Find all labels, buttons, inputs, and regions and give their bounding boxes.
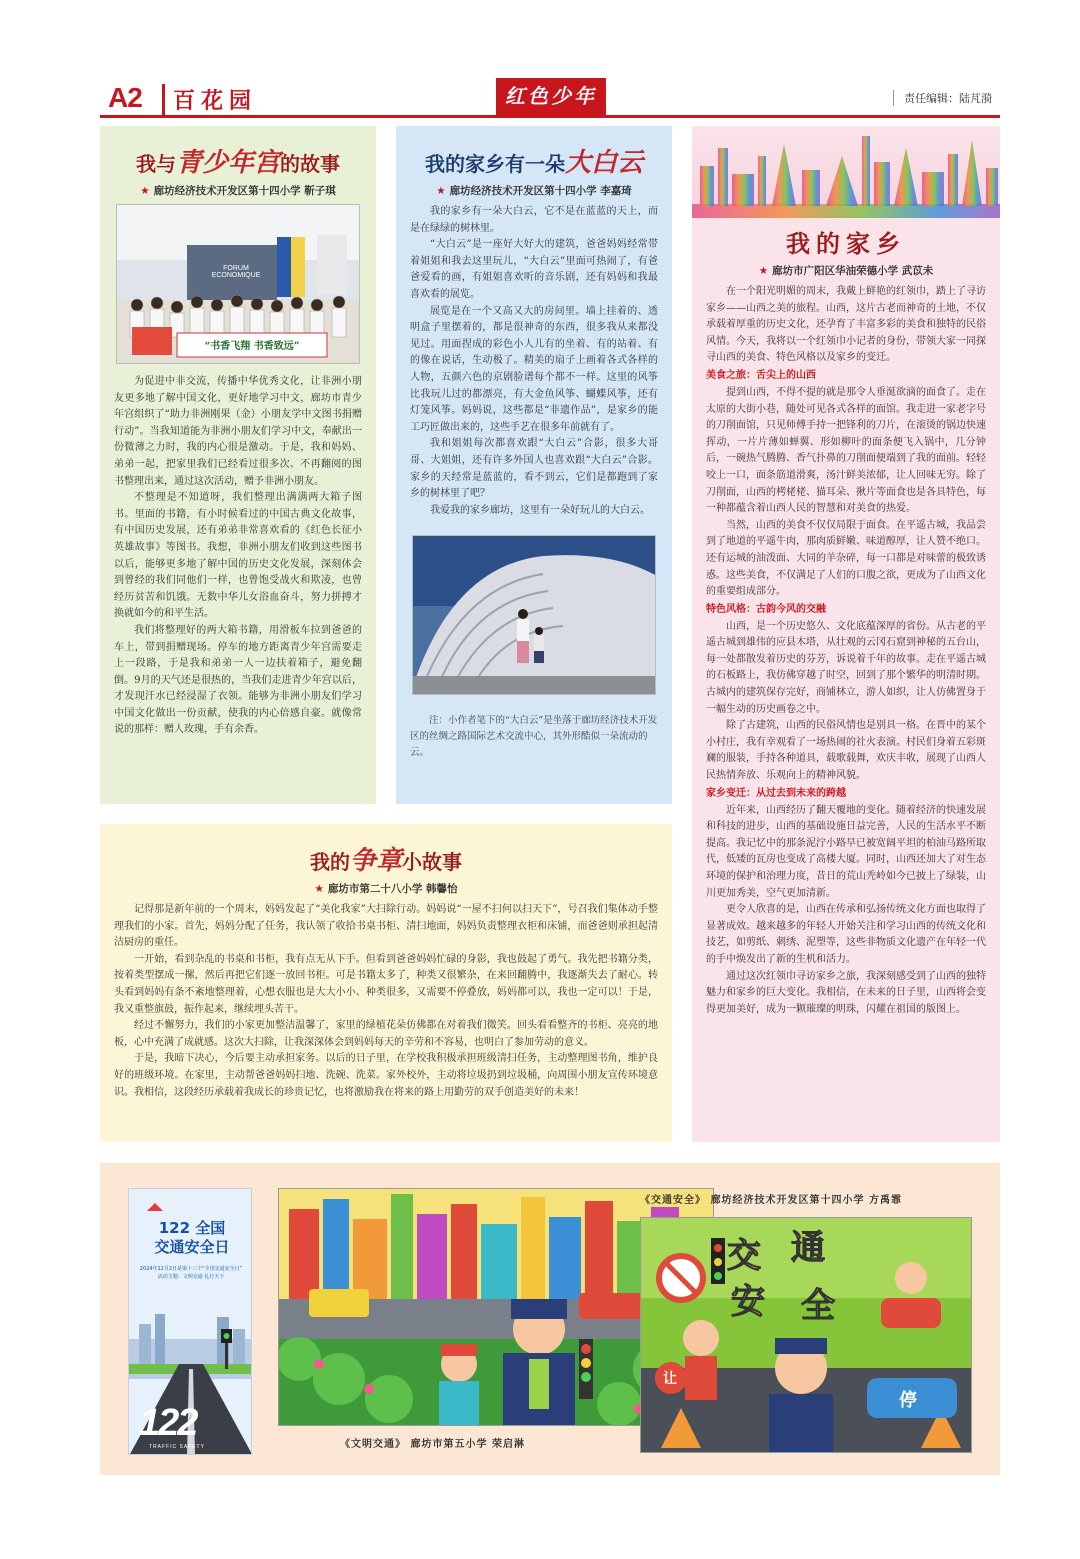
article-title (114, 142, 362, 179)
poster-title-line: 交通安全日 (154, 1238, 230, 1256)
paragraph: 近年来，山西经历了翻天覆地的变化。随着经济的快速发展和科技的进步，山西的基础设施日益完善，人民的生活水平不断提高。我记忆中的那条泥泞小路早已被宽阔平坦的柏油马路所取代，低矮的瓦房也变成了高楼大厦。同时，山西还加大了对生态环境的保护和治理力度，昔日的荒山秃岭如今已披上了绿装，山川更加秀美，空气更加清新。 (706, 804, 986, 899)
paragraph: 当然，山西的美食不仅仅局限于面食。在平遥古城，我品尝到了地道的平遥牛肉，那肉质鲜嫩、味道醇厚，让人赞不绝口。还有运城的油泼面、大同的羊杂碎，每一口都是对味蕾的极致诱惑。这些美食，不仅满足了人们的口腹之欲，更成为了山西文化的重要组成部分。 (706, 519, 986, 598)
skyline-illustration (692, 126, 1000, 218)
star-icon: ★ (140, 185, 150, 197)
drawing-word-tong: 通 (791, 1228, 825, 1268)
paragraph: 记得那是新年前的一个周末，妈妈发起了“美化我家”大扫除行动。妈妈说“一屋不扫何以扫天下”，号召我们集体动手整理我们的小家。首先，妈妈分配了任务，我认领了收拾书桌书柜、清扫地面，妈妈负责整理衣柜和床铺，而爸爸则承担起清洁厨房的重任。 (114, 904, 658, 949)
photo-caption: 注：小作者笔下的“大白云”是坐落于廊坊经济技术开发区的丝绸之路国际艺术交流中心，其外形酷似一朵流动的云。 (410, 715, 658, 759)
drawing-word-ting: 停 (899, 1390, 917, 1411)
article-body (410, 204, 658, 519)
paragraph: 为促进中非交流，传播中华优秀文化，让非洲小朋友更多地了解中国文化，更好地学习中文，廊坊市青少年宫组织了“助力非洲刚果（金）小朋友学中文图书捐赠行动”。当我知道能为非洲小朋友们学习中文，奉献出一份微薄之力时，我的内心很是激动。于是，我和妈妈、弟弟一起，把家里我们已经看过很多次、不再翻阅的图书整理出来，通过这次活动，赠予非洲小朋友。 (114, 376, 362, 487)
page-number: A2 (108, 82, 142, 113)
section-heading: 家乡变迁：从过去到未来的跨越 (706, 787, 846, 799)
article-badge-story (100, 824, 672, 1142)
masthead-logo: 红色少年 (496, 78, 606, 115)
drawing-word-an: 安 (731, 1282, 765, 1322)
drawing-word-jiao: 交 (727, 1236, 761, 1276)
paragraph: 我们将整理好的两大箱书籍，用滑板车拉到爸爸的车上，带到捐赠现场。停车的地方距离青少年宫需要走上一段路，于是我和弟弟一人一边扶着箱子，避免翻倒。9月的天气还是很热的，当我们走进青少年宫以后，才发现汗水已经浸湿了衣领。能够为非洲小朋友们学习中国文化做出一份贡献，使我的内心倍感自豪。就像常说的那样：赠人玫瑰，手有余香。 (114, 624, 362, 736)
poster-subtext-line: 2024年12月2日是第十三个“全国交通安全日” (139, 1266, 243, 1272)
poster-english: TRAFFIC SAFETY (149, 1444, 205, 1450)
title-part: 我的家乡有一朵 (424, 152, 565, 176)
byline-text: 廊坊经济技术开发区第十四小学 靳子琪 (153, 185, 336, 197)
paragraph: 山西，是一个历史悠久、文化底蕴深厚的省份。从古老的平遥古城到雄伟的应县木塔，从壮观的云冈石窟到神秘的五台山，每一处都散发着历史的芬芳，诉说着千年的故事。走在平遥古城的石板路上，我仿佛穿越了时空，回到了那个繁华的明清时期。古城内的建筑保存完好，商铺林立，游人如织，让人仿佛置身于一幅生动的历史画卷之中。 (706, 620, 986, 715)
paragraph: 我和姐姐每次都喜欢跟“大白云”合影，很多大哥哥、大姐姐，还有许多外国人也喜欢跟“大白云”合影。家乡的天经常是蓝蓝的，看不到云，它们是都跑到了家乡的树林里了吧？ (410, 438, 658, 500)
traffic-safety-poster (128, 1188, 252, 1455)
art-gallery (100, 1163, 1000, 1475)
poster-title-line: 122 全国 (158, 1219, 226, 1237)
star-icon: ★ (314, 883, 324, 895)
skyline-banner (692, 126, 1000, 218)
title-emphasis: 青少年宫 (175, 148, 280, 178)
paragraph: 我的家乡有一朵大白云，它不是在蓝蓝的天上，而是在绿绿的树林里。 (410, 206, 658, 234)
drawing-word-quan: 全 (801, 1286, 835, 1326)
paragraph: 我爱我的家乡廊坊，这里有一朵好玩儿的大白云。 (430, 504, 650, 516)
byline (706, 263, 986, 278)
banner-slogan: “书香飞翔 书香致远” (204, 341, 300, 352)
byline (114, 881, 658, 896)
paragraph: 提到山西，不得不提的就是那令人垂涎欲滴的面食了。走在太原的大街小巷，随处可见各式各样的面馆。我走进一家老字号的刀削面馆，只见师傅手持一把锋利的刀片，在滚烫的锅边快速挥动，一片片薄如蝉翼、形如柳叶的面条便飞入锅中，几分钟后，一碗热气腾腾、香气扑鼻的刀削面便端到了我的面前。轻轻咬上一口，面条筋道滑爽，汤汁鲜美浓郁，让人回味无穷。除了刀削面，山西的栲栳栳、猫耳朵、揪片等面食也是各具特色，每一种都蕴含着山西人民的智慧和对美食的热爱。 (706, 386, 986, 515)
poster-title (137, 1219, 247, 1257)
poster-subtext-line: 活动主题：文明交通 礼行天下 (157, 1274, 225, 1280)
article-white-cloud (396, 126, 672, 804)
drawing1-caption: 《文明交通》 廊坊市第五小学 荣启淋 (340, 1439, 525, 1450)
star-icon: ★ (436, 185, 446, 197)
white-cloud-building-illustration (413, 536, 656, 695)
title-part: 的故事 (280, 152, 340, 176)
paragraph: “大白云”是一座好大好大的建筑，爸爸妈妈经常带着姐姐和我去这里玩儿，“大白云”里面可热闹了，有爸爸爱看的画，有姐姐喜欢听的音乐剧，还有妈妈和我最喜欢看的展览。 (410, 239, 658, 300)
paragraph: 通过这次红领巾寻访家乡之旅，我深刻感受到了山西的独特魅力和家乡的巨大变化。我相信，在未来的日子里，山西将会变得更加美好，成为一颗璀璨的明珠，闪耀在祖国的版图上。 (706, 970, 986, 1015)
article-body (114, 902, 658, 1101)
byline-text: 廊坊经济技术开发区第十四小学 李嘉琦 (449, 185, 632, 197)
header-rule (100, 115, 1000, 118)
paragraph: 在一个阳光明媚的周末，我戴上鲜艳的红领巾，踏上了寻访家乡——山西之美的旅程。山西，这片古老而神奇的土地，不仅承载着厚重的历史文化，还孕育了丰富多彩的美食和独特的民俗风情。今天，我将以一个红领巾小记者的身份，带领大家一同探寻山西的美食、特色风格以及家乡的变迁。 (706, 286, 986, 364)
drawing-word-rang: 让 (663, 1371, 677, 1387)
paragraph: 经过不懈努力，我们的小家更加整洁温馨了，家里的绿植花朵仿佛都在对着我们微笑。回头看看整齐的书柜、亮亮的地板，心中充满了成就感。这次大扫除，让我深深体会到妈妈每天的辛劳和不容易，也明白了参加劳动的意义。 (114, 1020, 658, 1048)
article-youth-palace (100, 126, 376, 804)
byline (114, 183, 362, 198)
article-title (114, 840, 658, 877)
article-title: 我的家乡 (786, 230, 906, 258)
byline-text: 廊坊市第二十八小学 韩馨怡 (327, 883, 458, 895)
paragraph: 除了古建筑，山西的民俗风情也是别具一格。在晋中的某个小村庄，我有幸观看了一场热闹的社火表演。村民们身着五彩斑斓的服装，手持各种道具，载歌载舞，欢庆丰收，展现了山西人民热情奔放、乐观向上的精神风貌。 (706, 720, 986, 782)
section-heading: 美食之旅：舌尖上的山西 (706, 369, 816, 381)
title-part: 我与 (135, 152, 176, 176)
paragraph: 于是，我暗下决心，今后要主动承担家务。以后的日子里，在学校我积极承担班级清扫任务，主动整理图书角，维护良好的班级环境。在家里，主动帮爸爸妈妈扫地、洗碗、洗菜。家外校外，主动将垃圾扔到垃圾桶，向周围小朋友宣传环境意识。我相信，这段经历承载着我成长的珍贵记忆，也将激励我在将来的路上用勤劳的双手创造美好的未来！ (114, 1053, 658, 1098)
group-photo (116, 204, 360, 364)
title-part: 小故事 (402, 850, 462, 874)
page-header (100, 78, 1000, 118)
article-body (114, 374, 362, 739)
white-cloud-photo (412, 535, 656, 695)
editor-credit: 责任编辑：陆芃漪 (893, 90, 992, 106)
article-title (410, 142, 658, 179)
byline (410, 183, 658, 198)
star-icon: ★ (758, 265, 769, 277)
title-emphasis: 争章 (349, 846, 402, 876)
section-heading: 特色风格：古韵今风的交融 (706, 603, 826, 615)
drawing-traffic-safety (640, 1217, 972, 1453)
section-name: 百花园 (162, 84, 257, 115)
drawing2-caption: 《交通安全》 廊坊经济技术开发区第十四小学 方禹霏 (640, 1195, 902, 1206)
poster-subtext (135, 1265, 247, 1281)
paragraph: 不整理是不知道呀，我们整理出满满两大箱子图书。里面的书籍，有小时候看过的中国古典文化故事，有中国历史发展，还有弟弟非常喜欢看的《红色长征小英雄故事》等图书。我想，非洲小朋友们收到这些图书以后，能够更多地了解中国的历史文化发展，深刻体会到曾经的我们同他们一样，也曾饱受战火和欺凌，也曾经历贫苦和饥饿。无数中华儿女浴血奋斗，努力拼搏才换就如今的和平生活。 (114, 492, 362, 620)
banner-text: FORUM ECONOMIQUE (211, 265, 261, 279)
paragraph: 一开始，看到杂乱的书桌和书柜，我有点无从下手。但看到爸爸妈妈忙碌的身影，我也鼓起了勇气。我先把书籍分类，按着类型摆成一摞，然后再把它们逐一放回书柜。可是书籍太多了，种类又很繁杂，在来回翻腾中，我逐渐失去了耐心。转头看到妈妈有条不紊地整理着，心想衣服也是大大小小、种类很多，又需要不停叠放，妈妈都可以，我也一定可以！于是，我又重整旗鼓，振作起来，继续埋头苦干。 (114, 953, 658, 1015)
article-my-hometown (692, 126, 1000, 1142)
poster-number: 122 (139, 1402, 197, 1444)
paragraph: 展览是在一个又高又大的房间里。墙上挂着的、透明盒子里摆着的，都是很神奇的东西，很多我从来都没见过。用面捏成的彩色小人儿有的坐着、有的站着、有的像在说话，生动极了。精美的扇子上画着各式各样的人物，五颜六色的京剧脸谱每个都不一样。这里的风筝比我玩儿过的都漂亮，有大金鱼风筝、蝴蝶风筝，还有灯笼风筝。妈妈说，这些都是“非遗作品”，是家乡的能工巧匠做出来的，这些手艺在很多年前就有了。 (410, 305, 658, 433)
title-emphasis: 大白云 (564, 148, 643, 178)
title-part: 我的 (309, 850, 350, 874)
paragraph: 更令人欣喜的是，山西在传承和弘扬传统文化方面也取得了显著成效。越来越多的年轻人开始关注和学习山西的传统文化和技艺，如剪纸、刺绣、泥塑等，这些非物质文化遗产在年轻一代的手中焕发出了新的生机和活力。 (706, 904, 986, 965)
article-body (706, 284, 986, 1018)
byline-text: 廊坊市广阳区华油荣德小学 武苡未 (772, 265, 934, 277)
